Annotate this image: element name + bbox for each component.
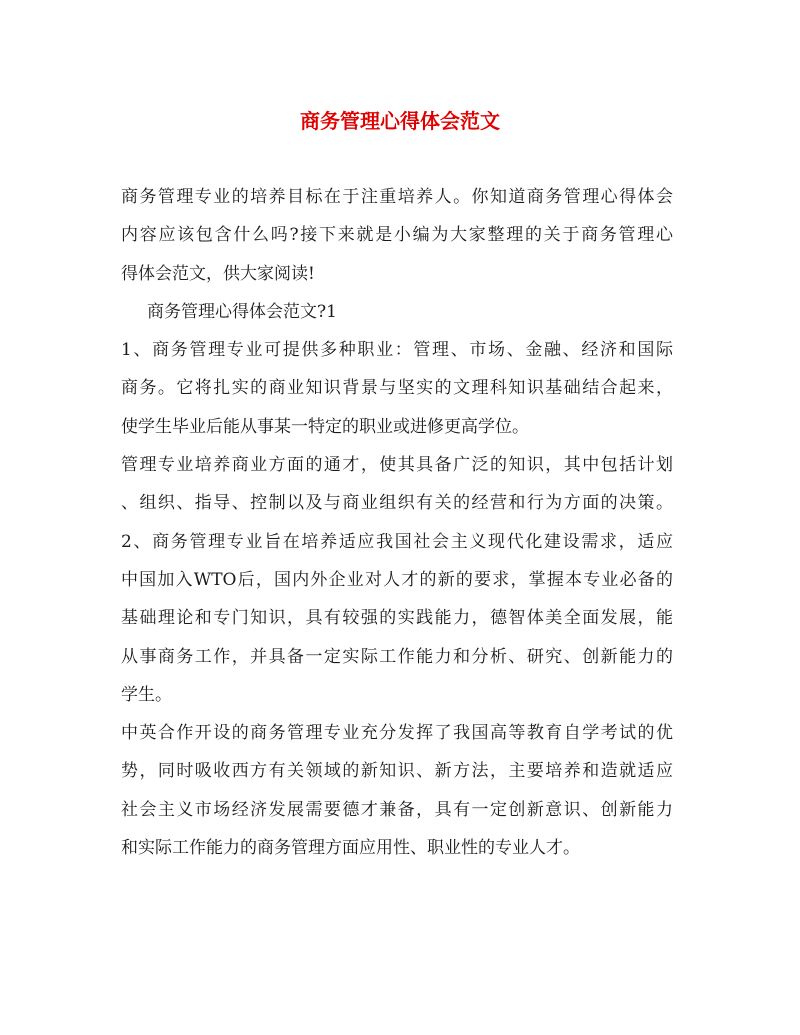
text-line: 中英合作开设的商务管理专业充分发挥了我国高等教育自学考试的优 bbox=[121, 723, 673, 744]
text-line: 使学生毕业后能从事某一特定的职业或进修更高学位。 bbox=[121, 416, 529, 437]
text-line: 1、商务管理专业可提供多种职业：管理、市场、金融、经济和国际 bbox=[121, 340, 673, 361]
text-line: 管理专业培养商业方面的通才，使其具备广泛的知识，其中包括计划 bbox=[121, 455, 673, 476]
text-line: 、组织、指导、控制以及与商业组织有关的经营和行为方面的决策。 bbox=[121, 493, 673, 514]
text-line: 得体会范文，供大家阅读! bbox=[121, 263, 315, 284]
text-line: 中国加入WTO后，国内外企业对人才的新的要求，掌握本专业必备的 bbox=[121, 569, 673, 590]
text-line: 2、商务管理专业旨在培养适应我国社会主义现代化建设需求，适应 bbox=[121, 531, 673, 552]
text-line: 商务管理专业的培养目标在于注重培养人。你知道商务管理心得体会 bbox=[121, 187, 673, 207]
text-line: 学生。 bbox=[121, 684, 172, 705]
document-body bbox=[121, 178, 673, 867]
text-line: 社会主义市场经济发展需要德才兼备，具有一定创新意识、创新能力 bbox=[121, 799, 673, 820]
text-line: 和实际工作能力的商务管理方面应用性、职业性的专业人才。 bbox=[121, 838, 580, 859]
text-line: 内容应该包含什么吗?接下来就是小编为大家整理的关于商务管理心 bbox=[121, 225, 673, 246]
section-heading: 商务管理心得体会范文?1 bbox=[147, 301, 337, 322]
text-line: 势，同时吸收西方有关领域的新知识、新方法，主要培养和造就适应 bbox=[121, 761, 673, 782]
text-line: 从事商务工作，并具备一定实际工作能力和分析、研究、创新能力的 bbox=[121, 646, 673, 667]
text-line: 商务。它将扎实的商业知识背景与坚实的文理科知识基础结合起来， bbox=[121, 378, 673, 399]
text-line: 基础理论和专门知识，具有较强的实践能力，德智体美全面发展，能 bbox=[121, 608, 673, 629]
document-title: 商务管理心得体会范文 bbox=[300, 109, 500, 133]
